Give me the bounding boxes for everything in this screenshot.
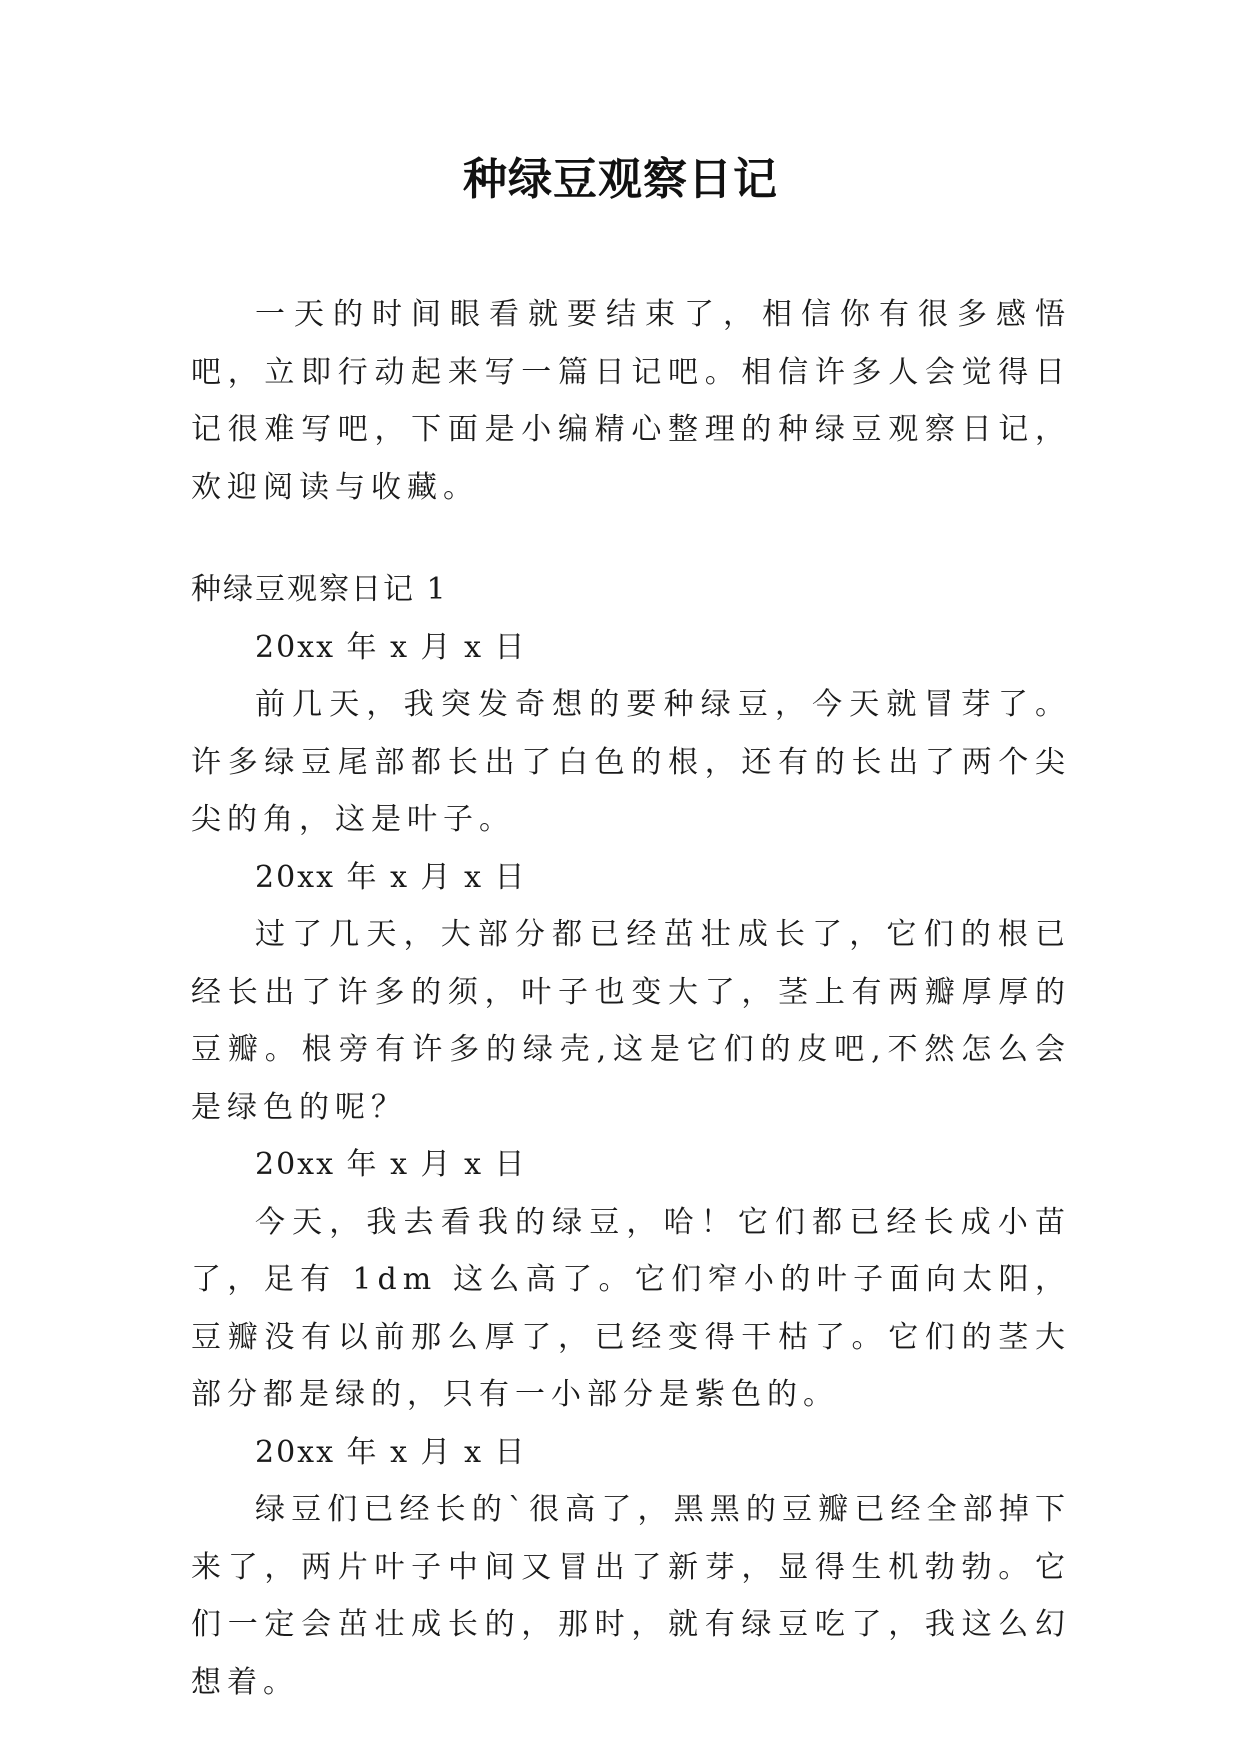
- entry-date: 20xx 年 x 月 x 日: [255, 859, 527, 895]
- entry-text: 过了几天，大部分都已经茁壮成长了，它们的根已经长出了许多的须，叶子也变大了，茎上有两瓣厚厚的豆瓣。根旁有许多的绿壳,这是它们的皮吧,不然怎么会是绿色的呢？: [191, 917, 1071, 1125]
- entry-text: 前几天，我突发奇想的要种绿豆，今天就冒芽了。许多绿豆尾部都长出了白色的根，还有的长出了两个尖尖的角，这是叶子。: [191, 687, 1071, 837]
- document-body: [191, 286, 1071, 1711]
- entry-date: 20xx 年 x 月 x 日: [255, 1434, 527, 1470]
- entry-date: 20xx 年 x 月 x 日: [255, 629, 527, 665]
- entry-date: 20xx 年 x 月 x 日: [255, 1147, 527, 1182]
- section-heading: 种绿豆观察日记 1: [191, 572, 448, 607]
- entry-text: 今天，我去看我的绿豆，哈！它们都已经长成小苗了，足有 1dm 这么高了。它们窄小的叶子面向太阳，豆瓣没有以前那么厚了，已经变得干枯了。它们的茎大部分都是绿的，只有一小部分是紫色的。: [191, 1204, 1071, 1412]
- entry-text: 绿豆们已经长的`很高了，黑黑的豆瓣已经全部掉下来了，两片叶子中间又冒出了新芽，显得生机勃勃。它们一定会茁壮成长的，那时，就有绿豆吃了，我这么幻想着。: [191, 1492, 1071, 1700]
- document-title: 种绿豆观察日记: [463, 154, 778, 205]
- intro-paragraph: 一天的时间眼看就要结束了，相信你有很多感悟吧，立即行动起来写一篇日记吧。相信许多人会觉得日记很难写吧，下面是小编精心整理的种绿豆观察日记，欢迎阅读与收藏。: [191, 297, 1071, 505]
